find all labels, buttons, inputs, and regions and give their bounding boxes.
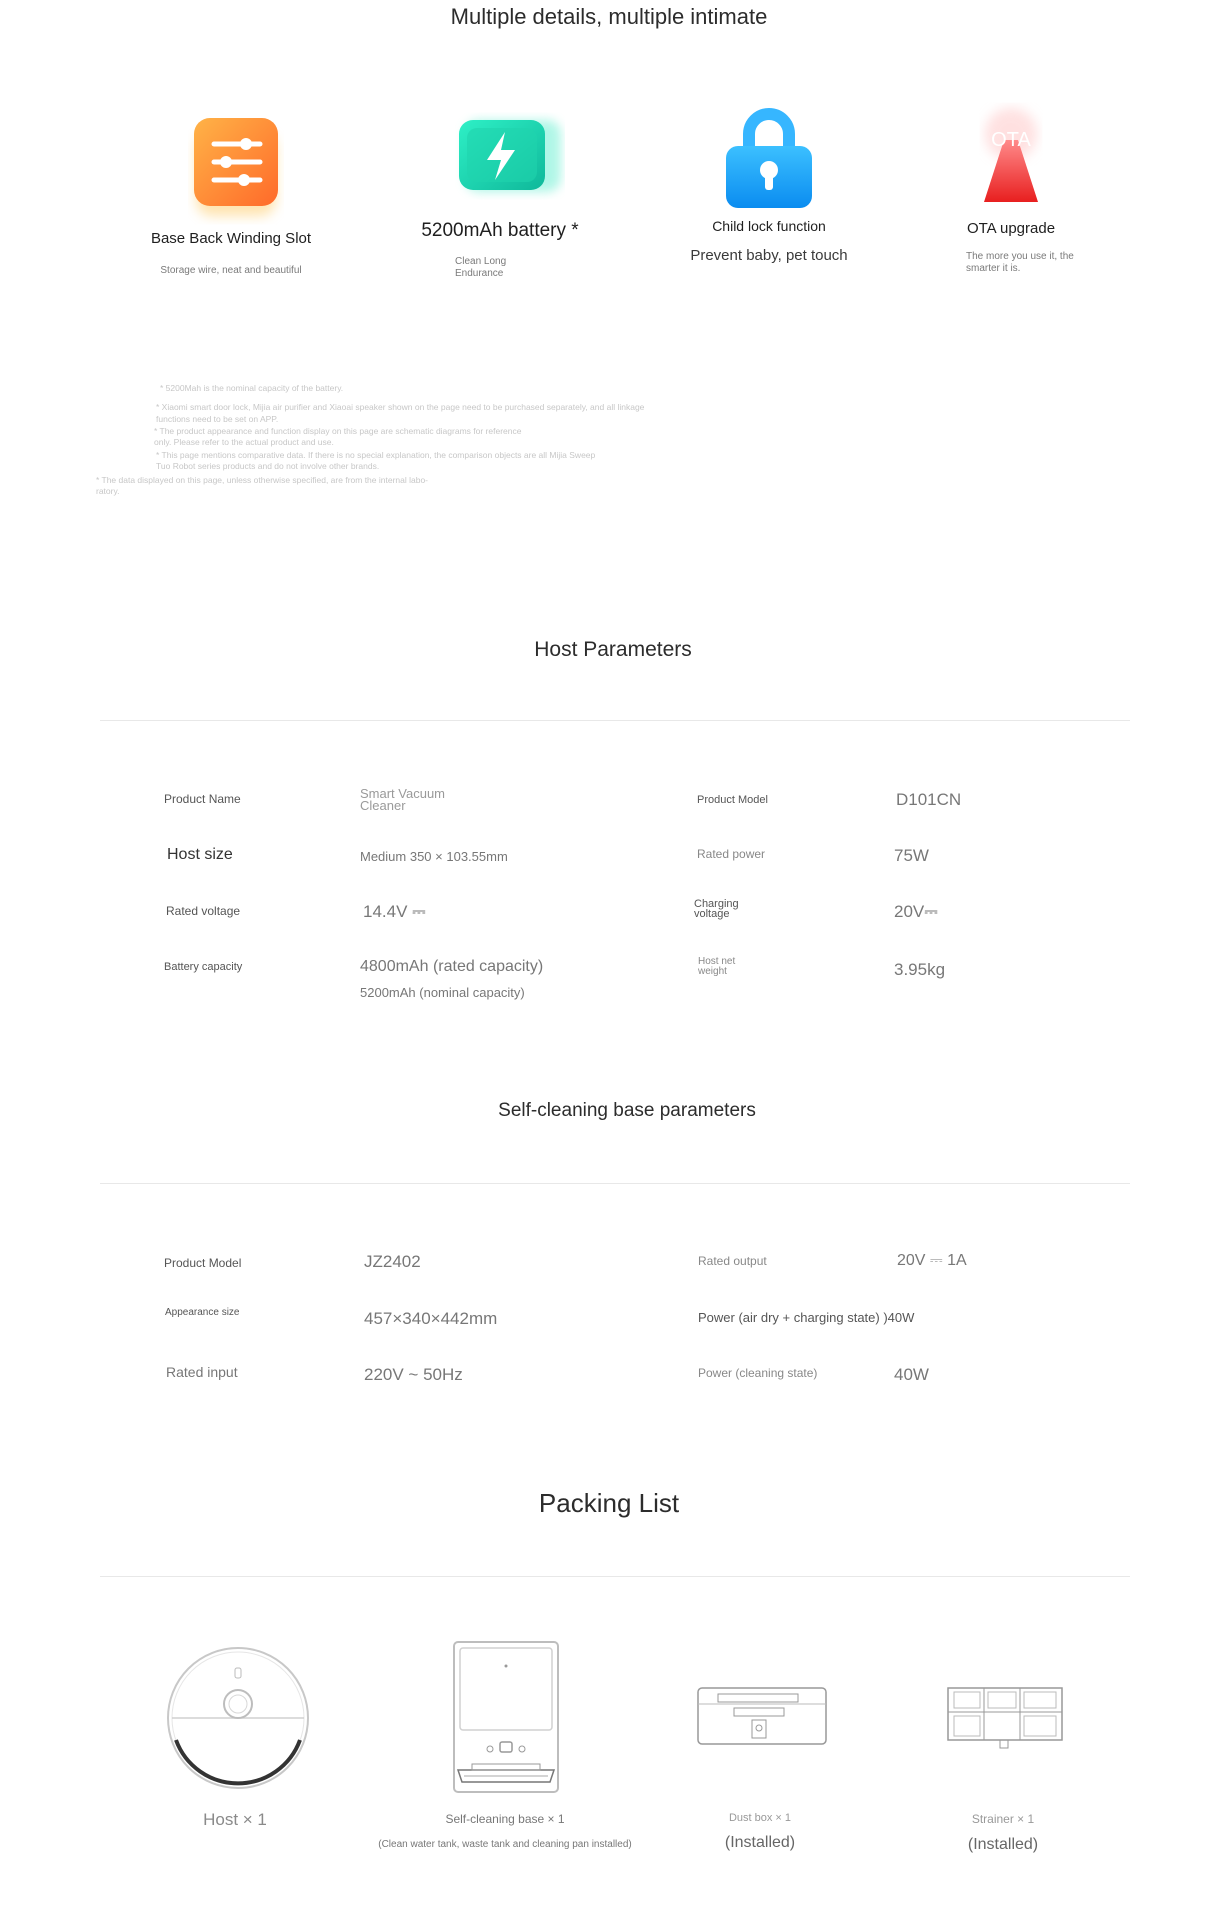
- pack-item-note: (Clean water tank, waste tank and cleaning pan installed): [378, 1839, 632, 1850]
- note-7: Tuo Robot series products and do not involve other brands.: [156, 461, 380, 471]
- robot-vacuum-icon: [164, 1644, 312, 1797]
- sliders-icon: [166, 104, 296, 234]
- pack-item-base: [330, 1812, 680, 1850]
- power-cleaning-label: Power (cleaning state): [698, 1366, 818, 1380]
- pack-item-name: Dust box × 1: [728, 1812, 792, 1824]
- feature-subtitle: Clean Long Endurance: [455, 256, 507, 279]
- product-model-label: Product Model: [697, 794, 768, 806]
- note-2: * Xiaomi smart door lock, Mijia air purifier and Xiaoai speaker shown on the page need to be purchased separately, and all linkage: [156, 402, 645, 412]
- feature-title: OTA upgrade: [966, 220, 1056, 237]
- pack-item-note: (Installed): [967, 1836, 1039, 1853]
- feature-title: Child lock function: [712, 218, 826, 234]
- battery-bolt-icon: [435, 104, 565, 234]
- pack-item-name: Host × 1: [203, 1810, 267, 1829]
- feature-winding-slot: [116, 104, 346, 277]
- net-weight-label: Host net weight: [698, 956, 736, 977]
- battery-capacity-value-nominal: 5200mAh (nominal capacity): [360, 985, 525, 1000]
- feature-child-lock: [654, 96, 884, 265]
- self-cleaning-base-icon: [446, 1636, 566, 1805]
- pack-item-dust-box: [660, 1812, 860, 1852]
- note-1: * 5200Mah is the nominal capacity of the battery.: [160, 383, 344, 393]
- product-name-label: Product Name: [164, 792, 241, 806]
- page-title: Multiple details, multiple intimate: [450, 4, 768, 29]
- note-6: * This page mentions comparative data. If there is no special explanation, the comparison objects are all Mijia Sweep: [156, 450, 596, 460]
- host-size-label: Host size: [167, 846, 233, 863]
- appearance-size-value: 457×340×442mm: [364, 1309, 498, 1328]
- host-parameters-title: Host Parameters: [534, 638, 692, 661]
- net-weight-value: 3.95kg: [894, 960, 946, 979]
- rated-voltage-label: Rated voltage: [166, 904, 241, 918]
- base-parameters-title: Self-cleaning base parameters: [498, 1100, 756, 1121]
- rated-power-label: Rated power: [697, 847, 766, 861]
- packing-list-title: Packing List: [538, 1488, 680, 1518]
- feature-title: 5200mAh battery *: [421, 220, 579, 241]
- dust-box-icon: [694, 1682, 830, 1757]
- note-5: only. Please refer to the actual product and use.: [154, 437, 334, 447]
- lock-icon: [704, 96, 834, 226]
- feature-battery: [385, 104, 615, 280]
- rated-input-value: 220V ~ 50Hz: [364, 1365, 463, 1384]
- feature-subtitle: The more you use it, the smarter it is.: [966, 251, 1074, 274]
- host-size-value: Medium 350 × 103.55mm: [360, 849, 508, 864]
- appearance-size-label: Appearance size: [165, 1307, 240, 1318]
- product-model-value: D101CN: [896, 790, 962, 809]
- note-9: ratory.: [96, 486, 120, 496]
- product-name-value: Smart Vacuum Cleaner: [360, 786, 446, 813]
- power-dry-label: Power (air dry + charging state) )40W: [698, 1310, 915, 1325]
- note-4: * The product appearance and function display on this page are schematic diagrams for reference: [154, 426, 522, 436]
- base-model-value: JZ2402: [364, 1252, 421, 1271]
- rated-power-value: 75W: [894, 846, 929, 865]
- feature-ota: [896, 96, 1126, 275]
- pack-item-note: (Installed): [724, 1834, 796, 1851]
- ota-icon: [946, 96, 1076, 226]
- base-model-label: Product Model: [164, 1256, 242, 1270]
- divider: [100, 1183, 1130, 1184]
- rated-output-value: 20V ⎓ 1A: [897, 1252, 967, 1269]
- divider: [100, 1576, 1130, 1577]
- pack-item-name: Strainer × 1: [971, 1812, 1035, 1826]
- rated-output-label: Rated output: [698, 1254, 767, 1268]
- pack-item-host: [140, 1810, 330, 1830]
- pack-item-strainer: [903, 1812, 1103, 1854]
- rated-voltage-value: 14.4V ⎓: [363, 902, 426, 921]
- feature-subtitle: Prevent baby, pet touch: [690, 246, 848, 264]
- divider: [100, 720, 1130, 721]
- battery-capacity-label: Battery capacity: [164, 961, 243, 973]
- charging-voltage-label: Charging voltage: [694, 898, 739, 921]
- battery-capacity-value: 4800mAh (rated capacity): [360, 958, 544, 975]
- charging-voltage-value: 20V⎓: [894, 902, 938, 921]
- note-3: functions need to be set on APP.: [156, 414, 279, 424]
- strainer-icon: [944, 1682, 1066, 1757]
- ota-text: OTA: [991, 129, 1031, 151]
- rated-input-label: Rated input: [166, 1364, 238, 1380]
- feature-title: Base Back Winding Slot: [150, 230, 312, 247]
- pack-item-name: Self-cleaning base × 1: [445, 1812, 565, 1826]
- power-cleaning-value: 40W: [894, 1365, 929, 1384]
- note-8: * The data displayed on this page, unless otherwise specified, are from the internal labo-: [96, 475, 429, 485]
- feature-subtitle: Storage wire, neat and beautiful: [160, 265, 302, 276]
